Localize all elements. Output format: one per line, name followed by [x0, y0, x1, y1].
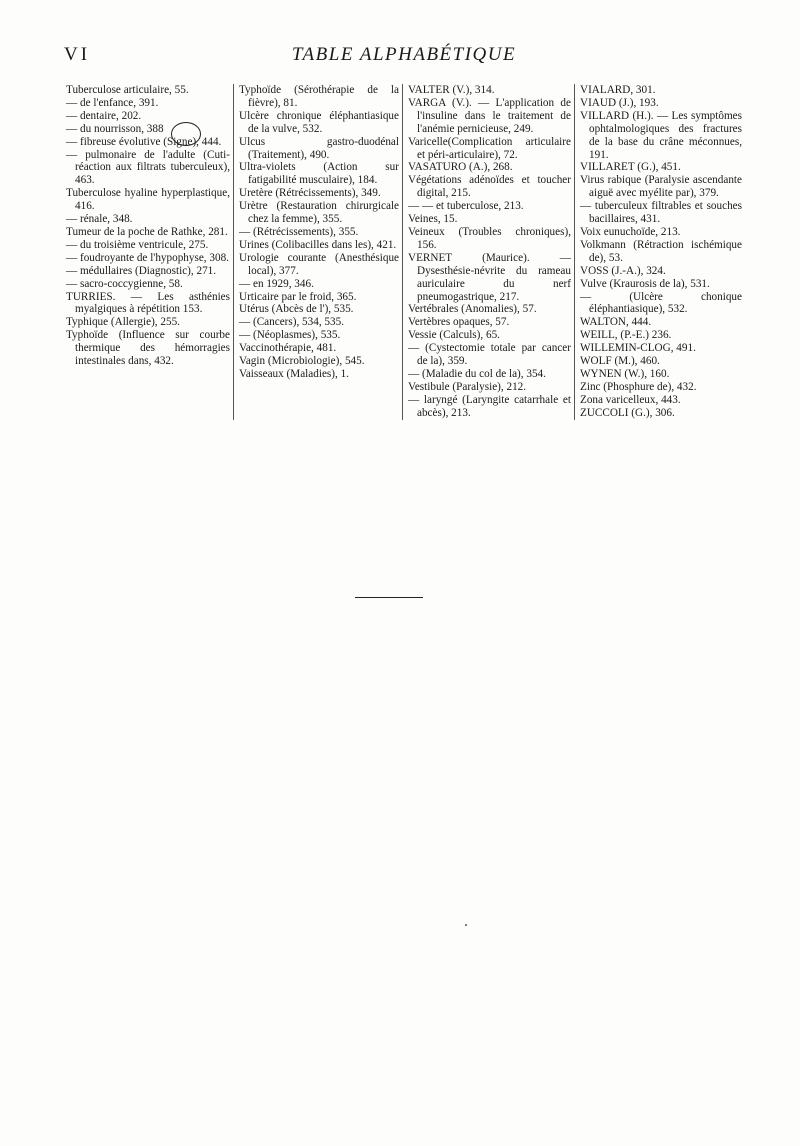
index-entry: Vertébrales (Anomalies), 57. [408, 303, 537, 316]
index-entry: Voix eunuchoïde, 213. [580, 225, 681, 238]
index-entry: — foudroyante de l'hypophyse, 308. [66, 251, 229, 264]
index-entry: Urticaire par le froid, 365. [239, 290, 357, 303]
index-entry: — rénale, 348. [66, 213, 133, 226]
index-entry: — fibreuse évolutive (Signe), 444. [66, 135, 222, 148]
index-entry: Zinc (Phosphure de), 432. [580, 380, 697, 393]
page-title: TABLE ALPHABÉTIQUE [291, 44, 517, 65]
index-entry: Vagin (Microbiologie), 545. [239, 355, 365, 368]
index-entry: TURRIES. — Les asthénies myalgiques à répétition 153. [66, 290, 230, 316]
index-columns [66, 84, 742, 420]
index-column-3 [402, 84, 574, 420]
index-entry: VILLARET (G.), 451. [580, 161, 681, 174]
page-number: VI [64, 44, 91, 65]
index-entry: — dentaire, 202. [66, 109, 142, 122]
index-entry: — — et tuberculose, 213. [408, 200, 524, 213]
index-entry: WYNEN (W.), 160. [580, 367, 670, 380]
index-entry: VERNET (Maurice). — Dysesthésie-névrite du rameau auriculaire du nerf pneumogastrique, 217. [408, 251, 571, 303]
index-entry: Zona varicelleux, 443. [580, 393, 681, 406]
handwritten-circle-mark [171, 122, 201, 146]
index-entry: WALTON, 444. [580, 316, 652, 329]
index-entry: Veineux (Troubles chroniques), 156. [408, 225, 571, 251]
index-entry: Ulcus gastro-duodénal (Traitement), 490. [239, 135, 399, 161]
index-entry: — (Cystectomie totale par cancer de la), 359. [408, 342, 571, 368]
index-entry: Uretère (Rétrécissements), 349. [239, 187, 381, 200]
index-entry: — (Néoplasmes), 535. [239, 329, 341, 342]
index-entry: Tuberculose hyaline hyperplastique, 416. [66, 187, 230, 213]
index-entry: Volkmann (Rétraction ischémique de), 53. [580, 238, 742, 264]
index-column-1 [66, 84, 233, 420]
index-entry: Vaisseaux (Maladies), 1. [239, 367, 349, 380]
end-rule [355, 597, 423, 598]
index-entry: WEILL, (P.-E.) 236. [580, 329, 672, 342]
index-entry: Tuberculose articulaire, 55. [66, 84, 189, 96]
index-entry: Typhoïde (Influence sur courbe thermique des hémorragies intestinales dans, 432. [66, 329, 230, 368]
index-entry: Utérus (Abcès de l'), 535. [239, 303, 354, 316]
index-entry: Végétations adénoïdes et toucher digital, 215. [408, 174, 571, 200]
index-entry: Urines (Colibacilles dans les), 421. [239, 238, 397, 251]
index-entry: — (Ulcère chonique éléphantiasique), 532. [580, 290, 742, 316]
index-entry: — (Rétrécissements), 355. [239, 225, 359, 238]
index-entry: Vestibule (Paralysie), 212. [408, 380, 527, 393]
index-entry: — (Cancers), 534, 535. [239, 316, 345, 329]
speck-mark [465, 924, 467, 926]
index-entry: — médullaires (Diagnostic), 271. [66, 264, 217, 277]
index-entry: Vulve (Kraurosis de la), 531. [580, 277, 710, 290]
index-entry: Virus rabique (Paralysie ascendante aiguë avec myélite par), 379. [580, 174, 742, 200]
index-entry: Varicelle(Complication articulaire et péri-articulaire), 72. [408, 135, 571, 161]
page-header [64, 44, 744, 70]
index-entry: VILLARD (H.). — Les symptômes ophtalmologiques des fractures de la base du crâne méconnues, 191. [580, 109, 742, 161]
index-entry: — de l'enfance, 391. [66, 96, 159, 109]
index-entry: Ulcère chronique éléphantiasique de la vulve, 532. [239, 109, 399, 135]
index-entry: VASATURO (A.), 268. [408, 161, 513, 174]
index-entry: — du troisième ventricule, 275. [66, 238, 209, 251]
index-entry: Veines, 15. [408, 213, 458, 226]
index-entry: — (Maladie du col de la), 354. [408, 367, 546, 380]
index-entry: Urologie courante (Anesthésique local), 377. [239, 251, 399, 277]
index-entry: VARGA (V.). — L'application de l'insuline dans le traitement de l'anémie pernicieuse, 249. [408, 96, 571, 135]
index-entry: Typhique (Allergie), 255. [66, 316, 180, 329]
index-entry: VIALARD, 301. [580, 84, 656, 96]
index-entry: — sacro-coccygienne, 58. [66, 277, 183, 290]
index-entry: — du nourrisson, 388 [66, 122, 164, 135]
index-entry: — en 1929, 346. [239, 277, 314, 290]
index-entry: WILLEMIN-CLOG, 491. [580, 342, 696, 355]
index-entry: — pulmonaire de l'adulte (Cuti-réaction aux filtrats tuberculeux), 463. [66, 148, 230, 187]
index-entry: VIAUD (J.), 193. [580, 96, 659, 109]
index-entry: VOSS (J.-A.), 324. [580, 264, 666, 277]
index-entry: WOLF (M.), 460. [580, 355, 660, 368]
index-entry: Vaccinothérapie, 481. [239, 342, 337, 355]
index-entry: Typhoïde (Sérothérapie de la fièvre), 81. [239, 84, 399, 109]
index-entry: Vessie (Calculs), 65. [408, 329, 500, 342]
index-column-2 [233, 84, 402, 420]
index-entry: Urètre (Restauration chirurgicale chez la femme), 355. [239, 200, 399, 226]
index-entry: VALTER (V.), 314. [408, 84, 495, 96]
index-entry: Ultra-violets (Action sur fatigabilité musculaire), 184. [239, 161, 399, 187]
index-entry: — laryngé (Laryngite catarrhale et abcès), 213. [408, 393, 571, 419]
index-entry: Tumeur de la poche de Rathke, 281. [66, 225, 228, 238]
index-entry: ZUCCOLI (G.), 306. [580, 406, 675, 419]
index-entry: Vertèbres opaques, 57. [408, 316, 510, 329]
index-column-4 [574, 84, 742, 420]
index-entry: — tuberculeux filtrables et souches bacillaires, 431. [580, 200, 742, 226]
